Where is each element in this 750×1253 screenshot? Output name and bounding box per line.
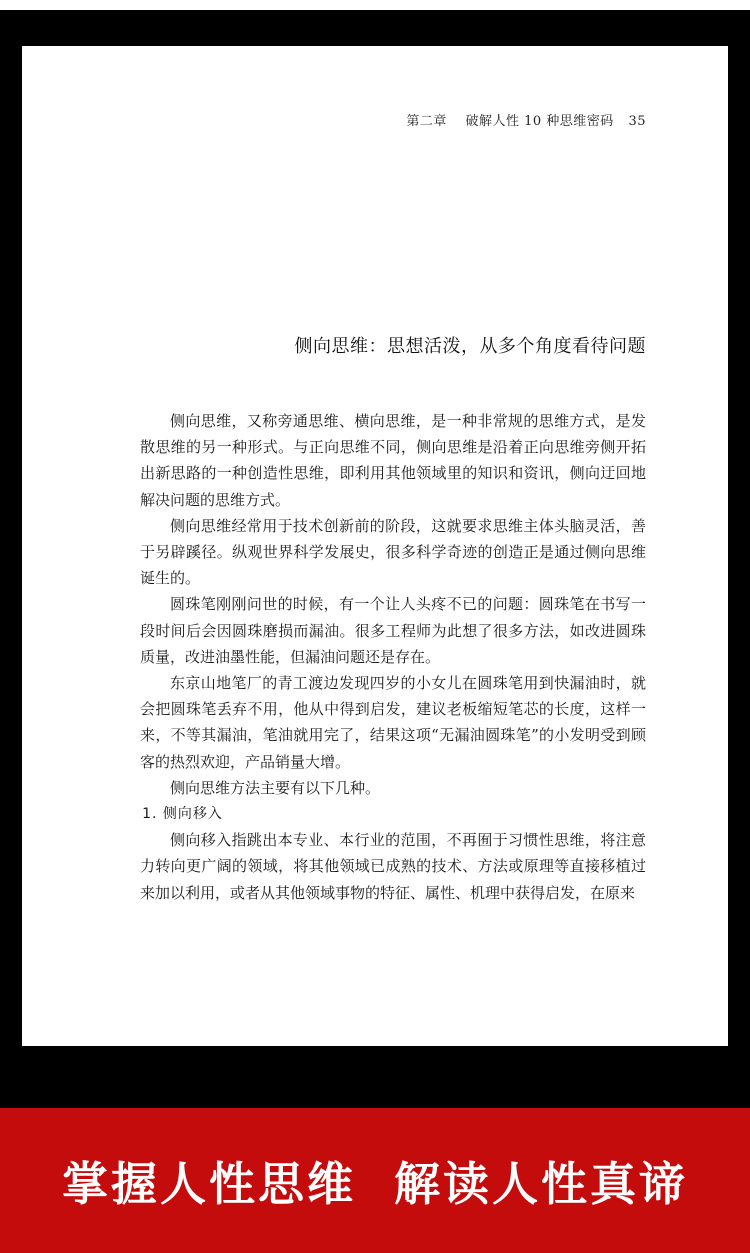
paragraph: 侧向移入指跳出本专业、本行业的范围，不再囿于习惯性思维，将注意力转向更广阔的领域，将其他领域已成熟的技术、方法或原理等直接移植过来加以利用，或者从其他领域事物的特征、属性、机理中获得启发，在原来 [140,831,646,902]
top-white-strip [0,0,750,10]
paragraph: 侧向思维经常用于技术创新前的阶段，这就要求思维主体头脑灵活，善于另辟蹊径。纵观世界科学发展史，很多科学奇迹的创造正是通过侧向思维诞生的。 [140,516,646,588]
section-title: 侧向思维：思想活泼，从多个角度看待问题 [294,336,646,357]
paragraph: 东京山地笔厂的青工渡边发现四岁的小女儿在圆珠笔用到快漏油时，就会把圆珠笔丢弃不用，他从中得到启发，建议老板缩短笔芯的长度，这样一来，不等其漏油，笔油就用完了，结果这项“无漏油圆珠笔”的小发明受到顾客的热烈欢迎，产品销量大增。 [140,674,646,771]
running-header [406,110,646,129]
page-number: 35 [628,114,646,129]
chapter-label: 第二章 [406,114,447,129]
chapter-title: 破解人性 10 种思维密码 [465,114,614,129]
book-page [22,46,728,1046]
subheading: 1. 侧向移入 [142,806,223,823]
paragraph: 侧向思维方法主要有以下几种。 [170,778,381,797]
promo-banner [0,1108,750,1253]
banner-right-phrase: 解读人性真谛 [394,1157,688,1211]
banner-left-phrase: 掌握人性思维 [62,1157,356,1211]
paragraph: 圆珠笔刚刚问世的时候，有一个让人头疼不已的问题：圆珠笔在书写一段时间后会因圆珠磨损而漏油。很多工程师为此想了很多方法，如改进圆珠质量，改进油墨性能，但漏油问题还是存在。 [140,595,646,666]
paragraph: 侧向思维，又称旁通思维、横向思维，是一种非常规的思维方式，是发散思维的另一种形式。与正向思维不同，侧向思维是沿着正向思维旁侧开拓出新思路的一种创造性思维，即利用其他领域里的知识和资讯，侧向迂回地解决问题的思维方式。 [140,412,646,509]
banner-slogan [0,1148,750,1214]
body-text [140,408,646,906]
